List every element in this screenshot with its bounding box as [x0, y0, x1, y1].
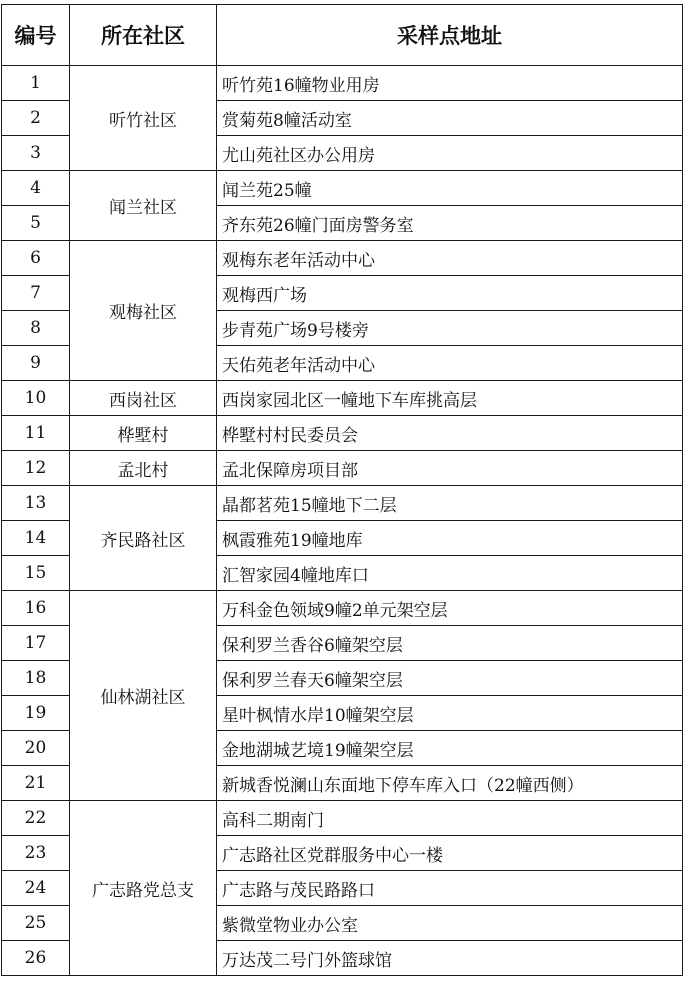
- sampling-address: 汇智家园4幢地库口: [217, 556, 683, 591]
- sampling-address: 金地湖城艺境19幢架空层: [217, 731, 683, 766]
- row-number: 17: [2, 626, 70, 661]
- row-number: 19: [2, 696, 70, 731]
- sampling-address: 观梅东老年活动中心: [217, 241, 683, 276]
- table-row: [2, 66, 683, 101]
- table-row: [2, 451, 683, 486]
- header-address: 采样点地址: [217, 5, 683, 66]
- row-number: 3: [2, 136, 70, 171]
- row-number: 6: [2, 241, 70, 276]
- header-number: 编号: [2, 5, 70, 66]
- sampling-address: 广志路社区党群服务中心一楼: [217, 836, 683, 871]
- community-name: 听竹社区: [70, 66, 217, 171]
- row-number: 11: [2, 416, 70, 451]
- row-number: 14: [2, 521, 70, 556]
- sampling-points-table: [1, 4, 683, 976]
- row-number: 18: [2, 661, 70, 696]
- row-number: 24: [2, 871, 70, 906]
- table-row: [2, 416, 683, 451]
- row-number: 7: [2, 276, 70, 311]
- sampling-address: 星叶枫情水岸10幢架空层: [217, 696, 683, 731]
- row-number: 12: [2, 451, 70, 486]
- sampling-address: 保利罗兰春天6幢架空层: [217, 661, 683, 696]
- sampling-address: 万科金色领域9幢2单元架空层: [217, 591, 683, 626]
- community-name: 桦墅村: [70, 416, 217, 451]
- sampling-address: 赏菊苑8幢活动室: [217, 101, 683, 136]
- row-number: 13: [2, 486, 70, 521]
- community-name: 闻兰社区: [70, 171, 217, 241]
- table-row: [2, 591, 683, 626]
- community-name: 广志路党总支: [70, 801, 217, 976]
- row-number: 22: [2, 801, 70, 836]
- table-header-row: [2, 5, 683, 66]
- row-number: 21: [2, 766, 70, 801]
- sampling-address: 广志路与茂民路路口: [217, 871, 683, 906]
- row-number: 2: [2, 101, 70, 136]
- sampling-address: 新城香悦澜山东面地下停车库入口（22幢西侧）: [217, 766, 683, 801]
- table-row: [2, 171, 683, 206]
- table-row: [2, 801, 683, 836]
- community-name: 齐民路社区: [70, 486, 217, 591]
- community-name: 西岗社区: [70, 381, 217, 416]
- sampling-address: 紫微堂物业办公室: [217, 906, 683, 941]
- header-community: 所在社区: [70, 5, 217, 66]
- community-name: 仙林湖社区: [70, 591, 217, 801]
- sampling-address: 高科二期南门: [217, 801, 683, 836]
- sampling-address: 西岗家园北区一幢地下车库挑高层: [217, 381, 683, 416]
- sampling-address: 观梅西广场: [217, 276, 683, 311]
- row-number: 16: [2, 591, 70, 626]
- community-name: 观梅社区: [70, 241, 217, 381]
- row-number: 20: [2, 731, 70, 766]
- sampling-address: 桦墅村村民委员会: [217, 416, 683, 451]
- row-number: 4: [2, 171, 70, 206]
- sampling-address: 齐东苑26幢门面房警务室: [217, 206, 683, 241]
- sampling-address: 听竹苑16幢物业用房: [217, 66, 683, 101]
- table-body: [2, 66, 683, 976]
- row-number: 9: [2, 346, 70, 381]
- sampling-address: 晶都茗苑15幢地下二层: [217, 486, 683, 521]
- sampling-address: 天佑苑老年活动中心: [217, 346, 683, 381]
- row-number: 25: [2, 906, 70, 941]
- sampling-address: 尤山苑社区办公用房: [217, 136, 683, 171]
- sampling-address: 步青苑广场9号楼旁: [217, 311, 683, 346]
- row-number: 8: [2, 311, 70, 346]
- row-number: 26: [2, 941, 70, 976]
- row-number: 15: [2, 556, 70, 591]
- sampling-address: 孟北保障房项目部: [217, 451, 683, 486]
- table-row: [2, 241, 683, 276]
- table-row: [2, 486, 683, 521]
- table-row: [2, 381, 683, 416]
- sampling-address: 保利罗兰香谷6幢架空层: [217, 626, 683, 661]
- sampling-address: 枫霞雅苑19幢地库: [217, 521, 683, 556]
- community-name: 孟北村: [70, 451, 217, 486]
- row-number: 5: [2, 206, 70, 241]
- row-number: 23: [2, 836, 70, 871]
- sampling-address: 闻兰苑25幢: [217, 171, 683, 206]
- row-number: 1: [2, 66, 70, 101]
- sampling-address: 万达茂二号门外篮球馆: [217, 941, 683, 976]
- row-number: 10: [2, 381, 70, 416]
